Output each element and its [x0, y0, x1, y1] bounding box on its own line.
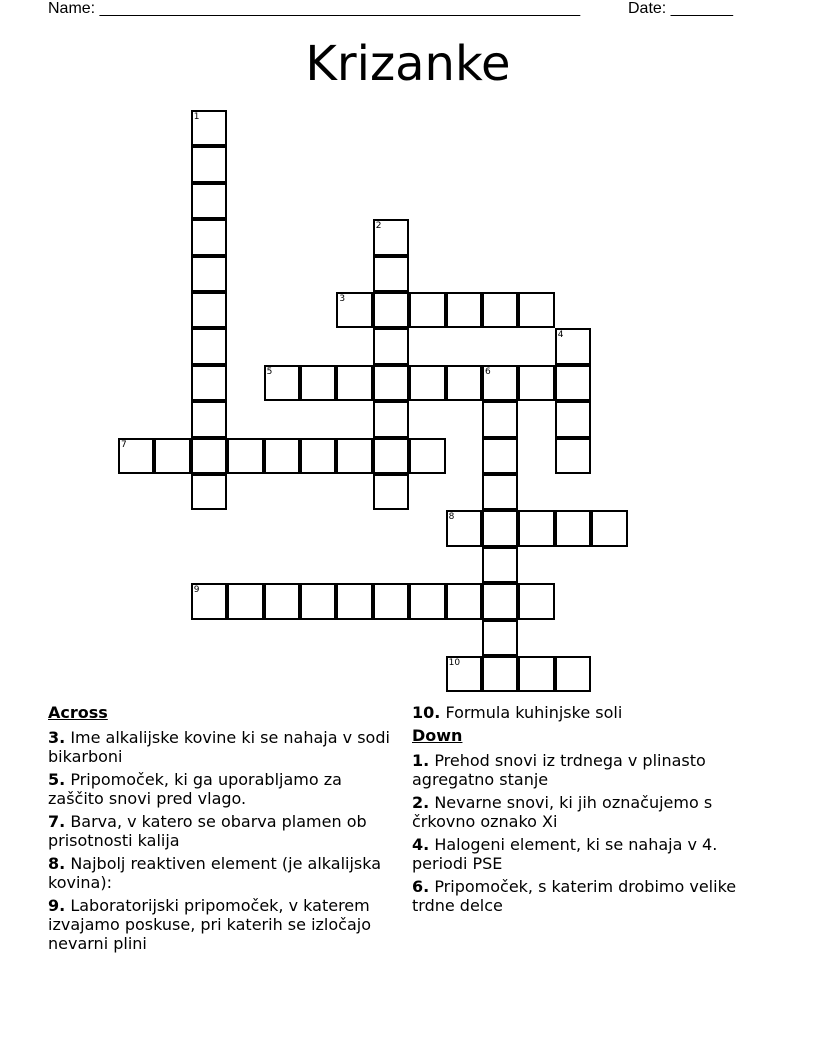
clue-number: 1.: [412, 751, 430, 770]
across-heading: Across: [48, 703, 108, 722]
crossword-cell[interactable]: [191, 292, 227, 328]
crossword-cell[interactable]: [373, 583, 409, 619]
crossword-cell[interactable]: [336, 438, 372, 474]
crossword-cell[interactable]: [482, 510, 518, 546]
crossword-cell[interactable]: [154, 438, 190, 474]
clue-number: 2.: [412, 793, 430, 812]
crossword-cell[interactable]: [191, 256, 227, 292]
cell-number: 4: [557, 330, 564, 341]
crossword-cell[interactable]: [191, 183, 227, 219]
across-clue: [48, 854, 398, 892]
crossword-cell[interactable]: [191, 146, 227, 182]
crossword-cell[interactable]: [518, 292, 554, 328]
clue-text: Formula kuhinjske soli: [445, 703, 623, 722]
clue-number: 6.: [412, 877, 430, 896]
clue-number: 10.: [412, 703, 441, 722]
cell-number: 10: [448, 658, 461, 668]
crossword-cell[interactable]: [300, 583, 336, 619]
crossword-cell[interactable]: [336, 292, 372, 328]
crossword-cell[interactable]: [336, 583, 372, 619]
crossword-cell[interactable]: [191, 365, 227, 401]
crossword-cell[interactable]: [300, 438, 336, 474]
clue-number: 8.: [48, 854, 66, 873]
clue-text: Pripomoček, s katerim drobimo velike trdne delce: [412, 877, 737, 915]
crossword-cell[interactable]: [264, 583, 300, 619]
cell-number: 3: [339, 294, 346, 304]
cell-number: 6: [485, 366, 491, 377]
cell-number: 7: [121, 439, 127, 450]
crossword-cell[interactable]: [373, 328, 409, 364]
crossword-cell[interactable]: [518, 656, 554, 692]
crossword-cell[interactable]: [482, 583, 518, 619]
crossword-cell[interactable]: [591, 510, 627, 546]
crossword-cell[interactable]: [555, 328, 591, 364]
crossword-cell[interactable]: [446, 583, 482, 619]
cell-number: 1: [193, 112, 200, 122]
clue-number: 9.: [48, 896, 66, 915]
clue-text: Barva, v katero se obarva plamen ob prisotnosti kalija: [48, 812, 367, 850]
clue-number: 5.: [48, 770, 66, 789]
crossword-cell[interactable]: [191, 401, 227, 437]
across-clue: [48, 728, 398, 766]
cell-number: 8: [448, 512, 455, 523]
crossword-cell[interactable]: [409, 438, 445, 474]
clues-left-column: [48, 703, 398, 957]
crossword-cell[interactable]: [555, 365, 591, 401]
crossword-cell[interactable]: [518, 583, 554, 619]
clue-text: Halogeni element, ki se nahaja v 4. periodi PSE: [412, 835, 718, 873]
crossword-cell[interactable]: [446, 292, 482, 328]
crossword-cell[interactable]: [482, 474, 518, 510]
clue-text: Nevarne snovi, ki jih označujemo s črkovno oznako Xi: [412, 793, 713, 831]
clue-number: 3.: [48, 728, 66, 747]
crossword-cell[interactable]: [482, 620, 518, 656]
crossword-cell[interactable]: [482, 547, 518, 583]
clue-text: Pripomoček, ki ga uporabljamo za zaščito snovi pred vlago.: [48, 770, 342, 808]
crossword-cell[interactable]: [482, 401, 518, 437]
crossword-cell[interactable]: [409, 365, 445, 401]
cell-number: 5: [266, 366, 273, 377]
clue-number: 7.: [48, 812, 66, 831]
crossword-cell[interactable]: [373, 401, 409, 437]
down-heading: Down: [412, 726, 463, 745]
crossword-cell[interactable]: [373, 438, 409, 474]
across-clue: [48, 896, 398, 953]
crossword-cell[interactable]: [264, 438, 300, 474]
crossword-cell[interactable]: [518, 510, 554, 546]
crossword-cell[interactable]: [446, 365, 482, 401]
crossword-cell[interactable]: [409, 583, 445, 619]
crossword-cell[interactable]: [227, 583, 263, 619]
crossword-cell[interactable]: [373, 474, 409, 510]
down-clue: [412, 793, 772, 831]
across-clue: [48, 770, 398, 808]
crossword-cell[interactable]: [118, 438, 154, 474]
clue-text: Laboratorijski pripomoček, v katerem izvajamo poskuse, pri katerih se izločajo nevarni plini: [48, 896, 371, 953]
crossword-cell[interactable]: [555, 438, 591, 474]
crossword-cell[interactable]: [336, 365, 372, 401]
crossword-cell[interactable]: [191, 219, 227, 255]
crossword-cell[interactable]: [518, 365, 554, 401]
cell-number: 9: [193, 585, 200, 596]
crossword-cell[interactable]: [482, 656, 518, 692]
down-clue: [412, 835, 772, 873]
across-clue: [48, 812, 398, 850]
name-field[interactable]: Name: ______________________________________________________: [48, 0, 581, 17]
crossword-cell[interactable]: [191, 474, 227, 510]
crossword-cell[interactable]: [482, 438, 518, 474]
crossword-cell[interactable]: [264, 365, 300, 401]
clues-right-column: [412, 703, 772, 919]
crossword-cell[interactable]: [373, 365, 409, 401]
clue-text: Prehod snovi iz trdnega v plinasto agregatno stanje: [412, 751, 706, 789]
crossword-cell[interactable]: [409, 292, 445, 328]
cell-number: 2: [375, 221, 382, 232]
crossword-cell[interactable]: [446, 656, 482, 692]
clue-text: Ime alkalijske kovine ki se nahaja v sodi bikarboni: [48, 728, 390, 766]
crossword-cell[interactable]: [482, 292, 518, 328]
clue-number: 4.: [412, 835, 430, 854]
crossword-cell[interactable]: [191, 110, 227, 146]
crossword-cell[interactable]: [555, 656, 591, 692]
crossword-cell[interactable]: [191, 583, 227, 619]
date-field[interactable]: Date: _______: [628, 0, 733, 17]
crossword-cell[interactable]: [191, 438, 227, 474]
crossword-cell[interactable]: [555, 401, 591, 437]
crossword-cell[interactable]: [373, 292, 409, 328]
crossword-cell[interactable]: [446, 510, 482, 546]
crossword-cell[interactable]: [482, 365, 518, 401]
crossword-cell[interactable]: [227, 438, 263, 474]
crossword-cell[interactable]: [373, 219, 409, 255]
crossword-cell[interactable]: [373, 256, 409, 292]
crossword-cell[interactable]: [300, 365, 336, 401]
page-title: Krizanke: [305, 36, 511, 92]
crossword-cell[interactable]: [191, 328, 227, 364]
down-clue: [412, 877, 772, 915]
down-clue: [412, 751, 772, 789]
across-clue: [412, 703, 772, 722]
crossword-cell[interactable]: [555, 510, 591, 546]
clue-text: Najbolj reaktiven element (je alkalijska kovina):: [48, 854, 382, 892]
